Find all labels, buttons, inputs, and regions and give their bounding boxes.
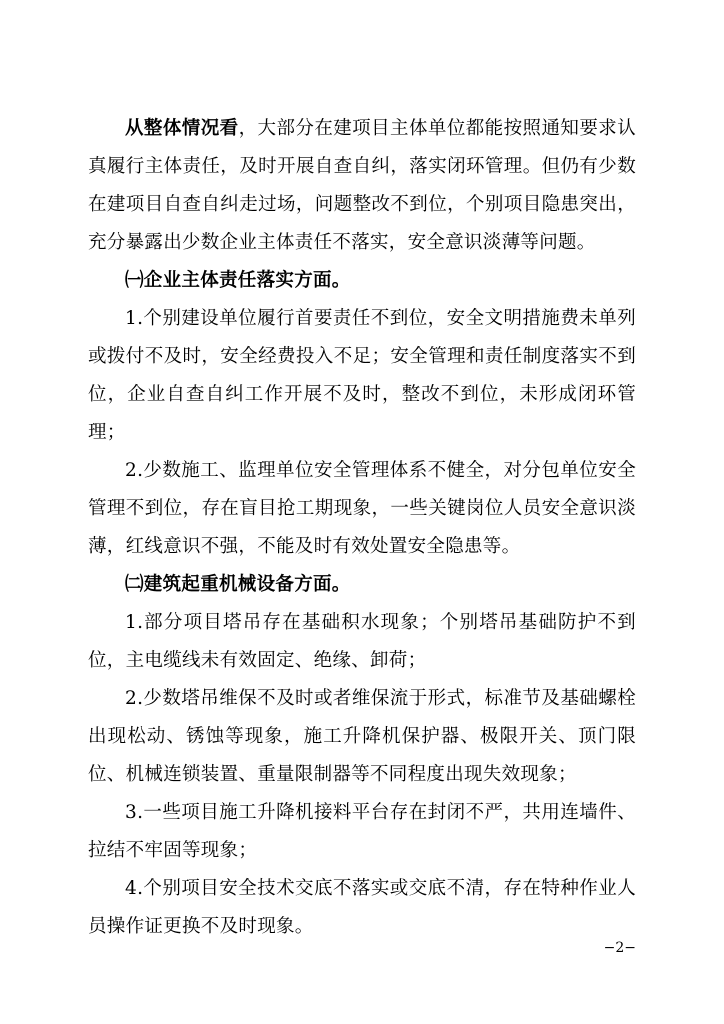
intro-lead: 从整体情况看	[125, 118, 239, 139]
section2-item-2: 2.少数塔吊维保不及时或者维保流于形式，标准节及基础螺栓出现松动、锈蚀等现象，施工升降机保护器、极限开关、顶门限位、机械连锁装置、重量限制器等不同程度出现失效现象；	[88, 688, 636, 785]
section2-item-3: 3.一些项目施工升降机接料平台存在封闭不严，共用连墙件、拉结不牢固等现象；	[88, 802, 636, 861]
intro-paragraph	[88, 110, 636, 262]
document-body	[88, 110, 636, 946]
section1-heading: ㈠企业主体责任落实方面。	[125, 270, 351, 291]
section1-item-2: 2.少数施工、监理单位安全管理体系不健全，对分包单位安全管理不到位，存在盲目抢工期现象，一些关键岗位人员安全意识淡薄，红线意识不强，不能及时有效处置安全隐患等。	[88, 460, 636, 557]
section2-item-4: 4.个别项目安全技术交底不落实或交底不清，存在特种作业人员操作证更换不及时现象。	[88, 878, 636, 937]
section2-item-1: 1.部分项目塔吊存在基础积水现象；个别塔吊基础防护不到位，主电缆线未有效固定、绝缘、卸荷；	[88, 612, 636, 671]
page-number: −2−	[603, 940, 636, 956]
section1-item-1: 1.个别建设单位履行首要责任不到位，安全文明措施费未单列或拨付不及时，安全经费投入不足；安全管理和责任制度落实不到位，企业自查自纠工作开展不及时，整改不到位，未形成闭环管理；	[88, 308, 636, 443]
intro-text: ，大部分在建项目主体单位都能按照通知要求认真履行主体责任，及时开展自查自纠，落实闭环管理。但仍有少数在建项目自查自纠走过场，问题整改不到位，个别项目隐患突出，充分暴露出少数企业主体责任不落实，安全意识淡薄等问题。	[88, 118, 636, 253]
section2-heading: ㈡建筑起重机械设备方面。	[125, 574, 351, 595]
